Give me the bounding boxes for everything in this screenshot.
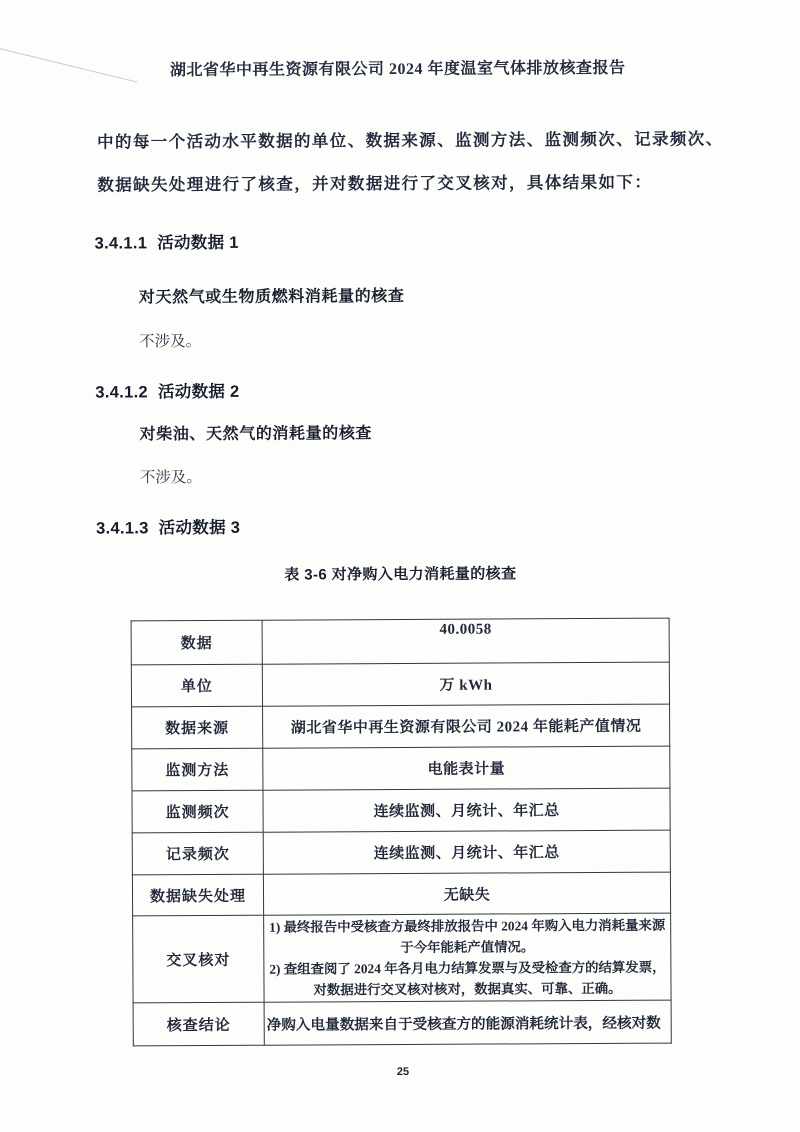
- section-heading-3-4-1-2: [95, 378, 239, 403]
- section-number: 3.4.1.3: [96, 519, 149, 538]
- table-row-unit: [131, 662, 669, 707]
- intro-line-2: 数据缺失处理进行了核查，并对数据进行了交叉核对，具体结果如下：: [97, 172, 653, 195]
- section-heading-3-4-1-1: [95, 229, 239, 254]
- section-number: 3.4.1.1: [94, 234, 148, 253]
- page-number: 25: [396, 1065, 410, 1079]
- table-row-data: [131, 618, 669, 665]
- row-label-cell: 监测方法: [132, 748, 263, 791]
- cross-check-item-1: 1) 最终报告中受核查方最终排放报告中 2024 年购入电力消耗量来源于今年能耗产值情况。: [269, 917, 666, 956]
- cross-check-item-2: 2) 查组查阅了 2024 年各月电力结算发票与及受检查方的结算发票，对数据进行交叉核对核对，数据真实、可靠、正确。: [269, 959, 666, 998]
- table-row-record-frequency: [132, 830, 670, 875]
- table-row-cross-check: [133, 913, 671, 1003]
- row-value-cell: 连续监测、月统计、年汇总: [263, 788, 670, 832]
- row-value-cell: 电能表计量: [263, 746, 670, 790]
- row-value-cell: 无缺失: [263, 872, 670, 915]
- row-value-cell: 净购入电量数据来自于受核查方的能源消耗统计表，经核对数: [264, 1000, 671, 1045]
- section-number: 3.4.1.2: [95, 383, 148, 402]
- table-row-conclusion: [133, 1000, 671, 1046]
- activity-subtitle-2: 对柴油、天然气的消耗量的核查: [139, 425, 373, 444]
- row-label-cell: 单位: [131, 664, 262, 707]
- row-value-cell: 连续监测、月统计、年汇总: [263, 830, 670, 874]
- row-label-cell: 交叉核对: [133, 915, 264, 1003]
- section-body-text-2: 不涉及。: [139, 469, 202, 487]
- row-label-cell: 监测频次: [132, 790, 263, 833]
- intro-paragraph: [97, 128, 737, 217]
- section-title: 活动数据 1: [157, 233, 239, 253]
- table-row-missing-data: [132, 872, 670, 916]
- row-label-cell: 核查结论: [133, 1002, 264, 1046]
- section-title: 活动数据 2: [157, 382, 240, 402]
- activity-subtitle-1: 对天然气或生物质燃料消耗量的核查: [138, 287, 405, 307]
- section-title: 活动数据 3: [158, 518, 241, 538]
- row-value-cell: [264, 913, 671, 1002]
- row-label-cell: 数据缺失处理: [132, 874, 263, 916]
- row-value-cell: 万 kWh: [262, 662, 669, 706]
- section-heading-3-4-1-3: [96, 514, 240, 539]
- row-label-cell: 数据: [131, 620, 262, 665]
- table-row-monitor-method: [132, 746, 670, 791]
- table-row-data-source: [132, 704, 670, 749]
- verification-table: [131, 618, 672, 1047]
- section-body-text-1: 不涉及。: [139, 333, 202, 351]
- intro-line-1: 中的每一个活动水平数据的单位、数据来源、监测方法、监测频次、记录频次、: [97, 129, 724, 152]
- row-label-cell: 数据来源: [132, 706, 263, 749]
- report-header-title: 湖北省华中再生资源有限公司 2024 年度温室气体排放核查报告: [169, 59, 626, 80]
- row-value-cell: 湖北省华中再生资源有限公司 2024 年能耗产值情况: [263, 704, 670, 748]
- row-label-cell: 记录频次: [132, 832, 263, 875]
- table-caption: 表 3-6 对净购入电力消耗量的核查: [284, 565, 517, 584]
- table-row-monitor-frequency: [132, 788, 670, 833]
- row-value-cell: 40.0058: [262, 618, 669, 664]
